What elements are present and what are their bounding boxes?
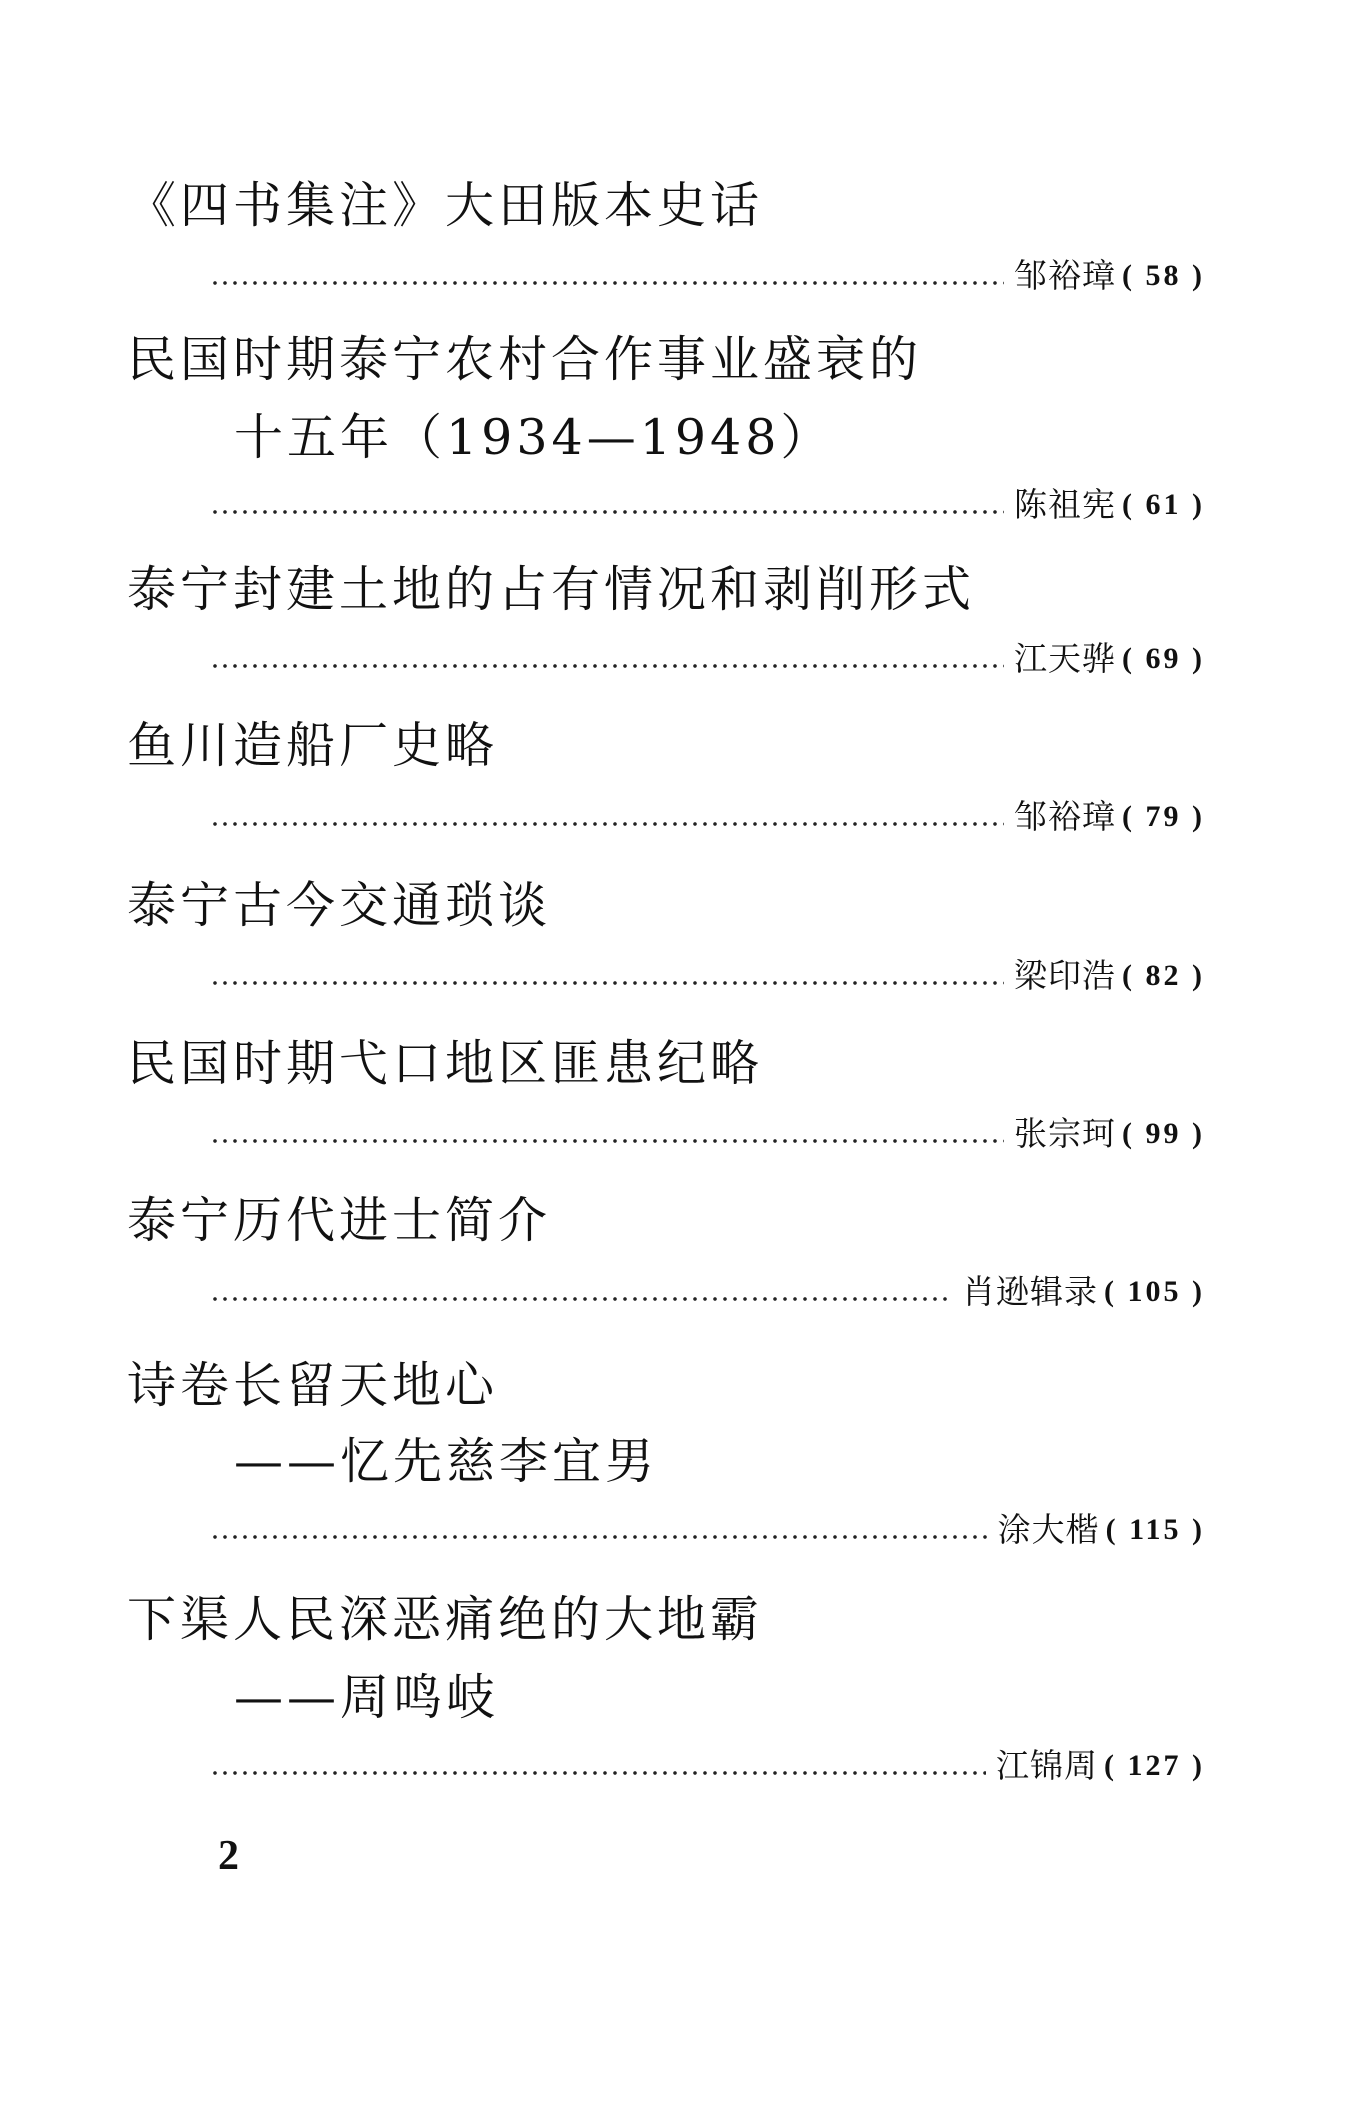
entry-title-continued: ——忆先慈李宜男 [234, 1433, 659, 1490]
entry-title: 诗卷长留天地心 [127, 1357, 499, 1414]
dot-leader [210, 980, 1004, 986]
entry-author: 邹裕璋 [1014, 797, 1117, 836]
entry-page-number: ( 61 ) [1122, 488, 1205, 521]
page-folio-number: 2 [218, 1833, 239, 1879]
entry-title: 下渠人民深恶痛绝的大地霸 [127, 1591, 764, 1648]
dot-leader [210, 1296, 952, 1302]
dot-leader [210, 1138, 1004, 1144]
entry-author: 江天骅 [1014, 639, 1117, 678]
entry-author: 张宗珂 [1014, 1114, 1117, 1153]
dot-leader [210, 1534, 988, 1540]
entry-title-continued: 十五年（1934—1948） [234, 409, 834, 466]
entry-leader-row [210, 1112, 1205, 1156]
entry-page-number: ( 79 ) [1122, 800, 1205, 833]
entry-leader-row [210, 1270, 1205, 1314]
entry-page-number: ( 99 ) [1122, 1117, 1205, 1150]
entry-author: 陈祖宪 [1014, 485, 1117, 524]
entry-page-number: ( 69 ) [1122, 642, 1205, 675]
entry-author: 江锦周 [996, 1746, 1099, 1785]
entry-title: 泰宁封建土地的占有情况和剥削形式 [127, 561, 976, 618]
dot-leader [210, 821, 1004, 827]
entry-leader-row [210, 1744, 1205, 1788]
entry-author: 肖逊辑录 [962, 1272, 1099, 1311]
dot-leader [210, 1770, 986, 1776]
entry-title: 民国时期弋口地区匪患纪略 [127, 1035, 764, 1092]
dot-leader [210, 663, 1004, 669]
entry-title: 鱼川造船厂史略 [127, 717, 499, 774]
entry-leader-row [210, 483, 1205, 527]
entry-leader-row [210, 1508, 1205, 1552]
entry-leader-row [210, 795, 1205, 839]
dot-leader [210, 509, 1004, 515]
entry-page-number: ( 105 ) [1104, 1275, 1205, 1308]
entry-author: 涂大楷 [997, 1510, 1100, 1549]
entry-page-number: ( 115 ) [1105, 1513, 1205, 1546]
entry-title: 泰宁古今交通琐谈 [127, 877, 552, 934]
entry-title: 《四书集注》大田版本史话 [127, 177, 764, 234]
entry-title: 泰宁历代进士简介 [127, 1192, 552, 1249]
entry-page-number: ( 58 ) [1122, 259, 1205, 292]
entry-page-number: ( 127 ) [1104, 1749, 1205, 1782]
entry-leader-row [210, 637, 1205, 681]
entry-leader-row [210, 954, 1205, 998]
entry-author: 梁印浩 [1014, 956, 1117, 995]
entry-leader-row [210, 254, 1205, 298]
entry-author: 邹裕璋 [1014, 256, 1117, 295]
entry-title: 民国时期泰宁农村合作事业盛衰的 [127, 331, 923, 388]
dot-leader [210, 280, 1004, 286]
entry-title-continued: ——周鸣岐 [234, 1669, 500, 1726]
entry-page-number: ( 82 ) [1122, 959, 1205, 992]
